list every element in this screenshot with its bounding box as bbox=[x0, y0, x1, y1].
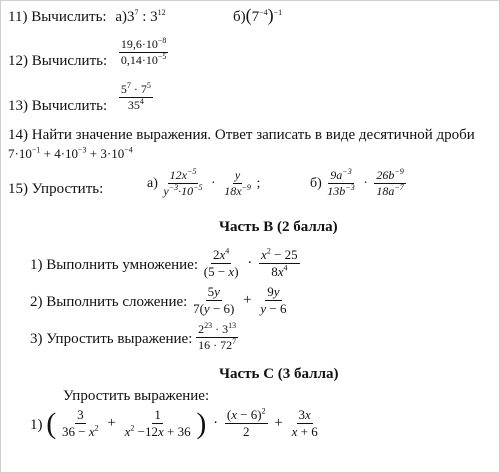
problem-14-expression: $7\cdot 10^{-1} + 4\cdot 10^{-3} + 3\cdot 10^{-4}$ bbox=[8, 145, 133, 161]
problem-12 bbox=[8, 36, 168, 70]
problem-12-fraction: $\frac{19,6\cdot 10^{-8}}{0,14\cdot 10^{-5}}$ bbox=[120, 36, 167, 68]
problem-11-label: 11) Вычислить: bbox=[8, 9, 107, 25]
problem-13-fraction: $\frac{5^7 \cdot 7^5}{35^4}$ bbox=[120, 81, 151, 113]
problem-15-label: 15) Упростить: bbox=[8, 181, 104, 197]
problem-13 bbox=[8, 81, 153, 115]
problem-14-text: 14) Найти значение выражения. Ответ записать в виде десятичной дроби bbox=[8, 127, 475, 143]
part-b-2-label: 2) Выполнить сложение: bbox=[30, 294, 188, 311]
part-b-1: 1) Выполнить умножение: $\frac{2x^4}{(5 - x)}$ · $\frac{x^2 - 25}{8x^4}$ bbox=[30, 246, 298, 280]
part-c-1-label: 1) bbox=[30, 417, 43, 434]
problem-11-b: $б)(7^{-4})^{-1}$ bbox=[233, 5, 283, 25]
problem-11-b-label: б) bbox=[233, 9, 246, 25]
part-c-1: 1) ( $\frac{3}{36 - x^2}$ + $\frac{1}{x^2 -12x + 36}$ ) · $\frac{(x - 6)^2}{2}$ + $\frac{3x}{x + 6}$ bbox=[30, 406, 318, 440]
part-b-2: 2) Выполнить сложение: $\frac{5y}{7(y - 6)}$ + $\frac{9y}{y - 6}$ bbox=[30, 284, 287, 317]
part-b-title: Часть B (2 балла) bbox=[219, 219, 338, 235]
part-b-3-label: 3) Упростить выражение: bbox=[30, 331, 193, 348]
problem-15-b: б) $\frac{9a^{-3}}{13b^{-3}}$ · $\frac{26b^{-9}}{18a^{-7}}$ bbox=[310, 167, 404, 199]
problem-12-label: 12) Вычислить: bbox=[8, 53, 108, 70]
part-c-intro: Упростить выражение: bbox=[63, 388, 210, 404]
problem-15-a-label: а) bbox=[147, 175, 158, 191]
problem-13-label: 13) Вычислить: bbox=[8, 98, 108, 115]
problem-11-a-expr: $3^7$ : $3^{12}$ bbox=[126, 8, 166, 25]
part-b-3: 3) Упростить выражение: $\frac{2^{23} \cdot 3^{13}}{16 \cdot 72^7}$ bbox=[30, 321, 237, 353]
part-b-1-label: 1) Выполнить умножение: bbox=[30, 257, 198, 274]
problem-15-a: а) $\frac{12x^{-5}}{y^{-3}\cdot 10^{-5}}$ · $\frac{y}{18x^{-9}}$ ; bbox=[147, 167, 261, 199]
problem-11-a-label: а) bbox=[115, 9, 127, 25]
part-c-title: Часть C (3 балла) bbox=[219, 366, 339, 382]
problem-15-b-label: б) bbox=[310, 175, 322, 191]
problem-11 bbox=[8, 10, 166, 25]
